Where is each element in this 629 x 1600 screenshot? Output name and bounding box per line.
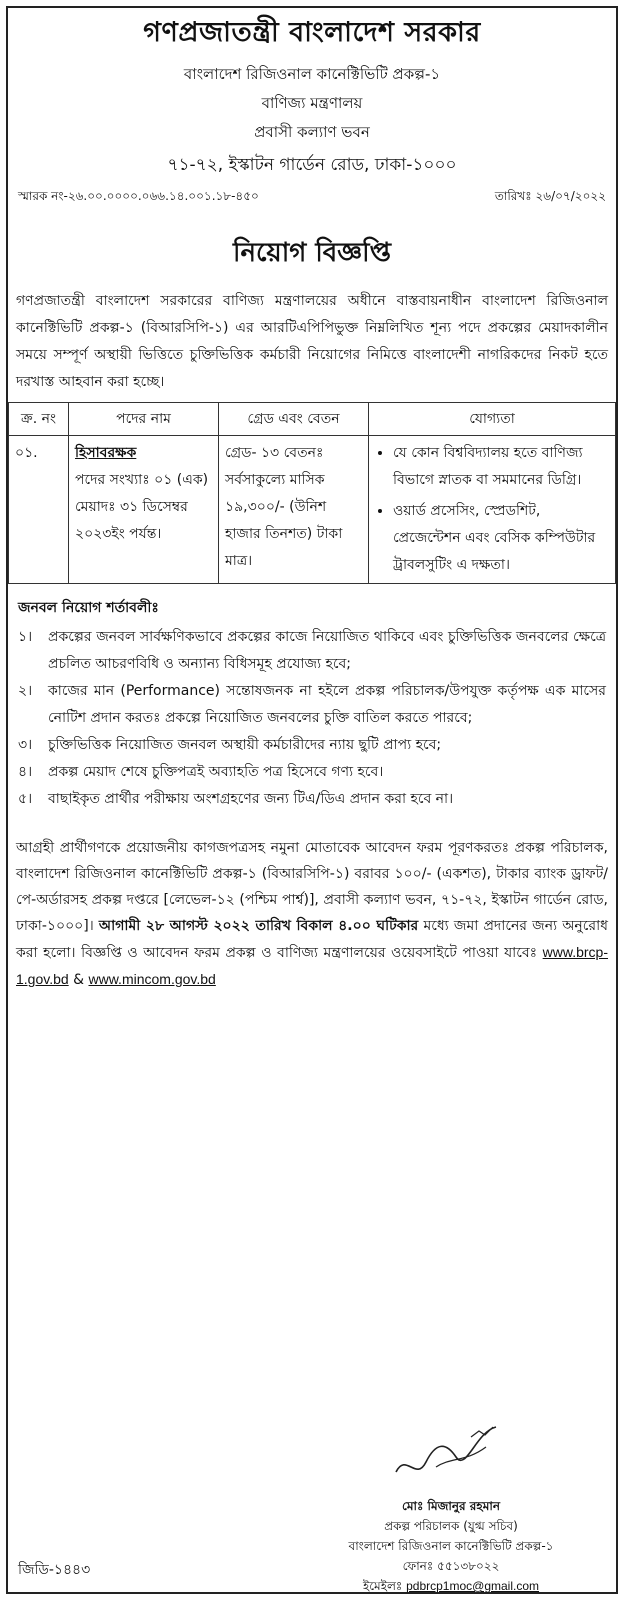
government-name: গণপ্রজাতন্ত্রী বাংলাদেশ সরকার — [143, 17, 481, 48]
application-deadline: আগামী ২৮ আগস্ট ২০২২ তারিখ বিকাল ৪.০০ ঘটিকার — [98, 918, 419, 934]
condition-item — [18, 624, 606, 678]
condition-number: ৩। — [18, 737, 33, 753]
col-grade-salary: গ্রেড এবং বেতন — [219, 403, 369, 436]
signatory-email-row — [316, 1576, 586, 1596]
signatory-project: বাংলাদেশ রিজিওনাল কানেক্টিভিটি প্রকল্প-১ — [348, 1539, 554, 1553]
memo-number: স্মারক নং-২৬.০০.০০০০.০৬৬.১৪.০০১.১৮-৪৫০ — [18, 189, 259, 203]
condition-item — [18, 759, 606, 786]
condition-text: কাজের মান (Performance) সন্তোষজনক না হইলে প্রকল্প পরিচালক/উপযুক্ত কর্তৃপক্ষ এক মাসের নোটিশ প্রদান করতঃ প্রকল্পে নিয়োজিত জনবলের চুক্তি বাতিল করতে পারবে; — [48, 683, 606, 726]
conditions-list — [8, 624, 616, 813]
email-link[interactable]: pdbrcp1moc@gmail.com — [406, 1579, 540, 1593]
address: ৭১-৭২, ইস্কাটন গার্ডেন রোড, ঢাকা-১০০০ — [167, 155, 457, 175]
row-serial: ০১. — [9, 436, 69, 584]
condition-item — [18, 786, 606, 813]
conditions-heading: জনবল নিয়োগ শর্তাবলীঃ — [18, 600, 159, 616]
notice-page — [6, 6, 618, 1594]
header — [8, 12, 616, 180]
application-text-2: মধ্যে জমা প্রদানের জন্য অনুরোধ করা হলো। — [16, 918, 609, 961]
ampersand: & — [68, 972, 89, 988]
table-row — [9, 436, 616, 584]
qualification-item: • ওয়ার্ড প্রসেসিং, স্প্রেডশিট, প্রেজেন্টেশন এবং বেসিক কম্পিউটার ট্রাবলসুটিং এ দক্ষতা। — [393, 498, 609, 579]
website-link-mincom[interactable]: www.mincom.gov.bd — [88, 971, 216, 987]
condition-item — [18, 678, 606, 732]
intro-paragraph: গণপ্রজাতন্ত্রী বাংলাদেশ সরকারের বাণিজ্য মন্ত্রণালয়ের অধীনে বাস্তবায়নাধীন বাংলাদেশ রিজিওনাল কানেক্টিভিটি প্রকল্প-১ (বিআরসিপি-১) এর আরটিএপিপিভুক্ত নিম্নলিখিত শূন্য পদে প্রকল্পের মেয়াদকালীন সময়ে সম্পূর্ণ অস্থায়ী ভিত্তিতে চুক্তিভিত্তিক কর্মচারী নিয়োগের নিমিত্তে বাংলাদেশী নাগরিকদের নিকট হতে দরখাস্ত আহবান করা হচ্ছে। — [16, 293, 608, 390]
building-name: প্রবাসী কল্যাণ ভবন — [254, 123, 370, 141]
condition-text: প্রকল্প মেয়াদ শেষে চুক্তিপত্রই অব্যাহতি পত্র হিসেবে গণ্য হবে। — [48, 764, 384, 780]
condition-number: ১। — [18, 629, 33, 645]
qualification-list — [375, 440, 609, 579]
project-name: বাংলাদেশ রিজিওনাল কানেক্টিভিটি প্রকল্প-১ — [183, 65, 441, 83]
condition-number: ৫। — [18, 791, 33, 807]
posts-table — [8, 402, 616, 584]
email-label: ইমেইলঃ — [362, 1579, 407, 1593]
signature-block — [316, 1412, 586, 1596]
condition-number: ৪। — [18, 764, 33, 780]
application-paragraph — [8, 835, 616, 993]
qualification-item: • যে কোন বিশ্ববিদ্যালয় হতে বাণিজ্য বিভাগে স্নাতক বা সমমানের ডিগ্রি। — [393, 440, 609, 494]
signatory-designation: প্রকল্প পরিচালক (যুগ্ম সচিব) — [384, 1519, 518, 1533]
signatory-name: মোঃ মিজানুর রহমান — [401, 1499, 501, 1513]
condition-text: প্রকল্পের জনবল সার্বক্ষণিকভাবে প্রকল্পের কাজে নিয়োজিত থাকিবে এবং চুক্তিভিত্তিক জনবলের ক্ষেত্রে প্রচলিত আচরণবিধি ও অন্যান্য বিধিসমূহ প্রযোজ্য হবে; — [48, 629, 606, 672]
col-qualification: যোগ্যতা — [369, 403, 616, 436]
reference-row — [8, 188, 616, 208]
col-post-name: পদের নাম — [69, 403, 219, 436]
download-info: বিজ্ঞপ্তি ও আবেদন ফরম প্রকল্প ও বাণিজ্য মন্ত্রণালয়ের ওয়েবসাইটে পাওয়া যাবেঃ — [81, 945, 543, 961]
row-qualifications — [369, 436, 616, 584]
table-header-row — [9, 403, 616, 436]
post-name: হিসাবরক্ষক — [75, 445, 137, 461]
row-post-cell — [69, 436, 219, 584]
signatory-phone: ফোনঃ ৫৫১৩৮০২২ — [402, 1559, 500, 1573]
memo-date: তারিখঃ ২৬/০৭/২০২২ — [494, 189, 606, 203]
row-grade-salary: গ্রেড- ১৩ বেতনঃ সর্বসাকুল্যে মাসিক ১৯,৩০০/- (উনিশ হাজার তিনশত) টাকা মাত্র। — [219, 436, 369, 584]
condition-text: চুক্তিভিত্তিক নিয়োজিত জনবল অস্থায়ী কর্মচারীদের ন্যায় ছুটি প্রাপ্য হবে; — [48, 737, 442, 753]
ministry-name: বাণিজ্য মন্ত্রণালয় — [261, 94, 363, 112]
signature-image — [376, 1412, 526, 1492]
application-text: আগ্রহী প্রার্থীগণকে প্রয়োজনীয় কাগজপত্রসহ নমুনা মোতাবেক আবেদন ফরম পূরণকরতঃ প্রকল্প পরিচালক, বাংলাদেশ রিজিওনাল কানেক্টিভিটি প্রকল্প-১ (বিআরসিপি-১) বরাবর ১০০/- (একশত), টাকার ব্যাংক ড্রাফট/পে-অর্ডারসহ প্রকল্প দপ্তরে [লেভেল-১২ (পশ্চিম পার্শ্ব)], প্রবাসী কল্যাণ ভবন, ৭১-৭২, ইস্কাটন গার্ডেন রোড, ঢাকা-১০০০]। — [16, 840, 608, 934]
notice-title: নিয়োগ বিজ্ঞপ্তি — [233, 238, 391, 268]
post-details: পদের সংখ্যাঃ ০১ (এক) মেয়াদঃ ৩১ ডিসেম্বর ২০২৩ইং পর্যন্ত। — [75, 472, 209, 542]
condition-item — [18, 732, 606, 759]
condition-text: বাছাইকৃত প্রার্থীর পরীক্ষায় অংশগ্রহণের জন্য টিএ/ডিএ প্রদান করা হবে না। — [48, 791, 454, 807]
website-link-brcp[interactable]: www.brcp-1.gov.bd — [16, 944, 609, 987]
condition-number: ২। — [18, 683, 33, 699]
gd-number: জিডি-১৪৪৩ — [18, 1562, 91, 1578]
col-serial: ক্র. নং — [9, 403, 69, 436]
